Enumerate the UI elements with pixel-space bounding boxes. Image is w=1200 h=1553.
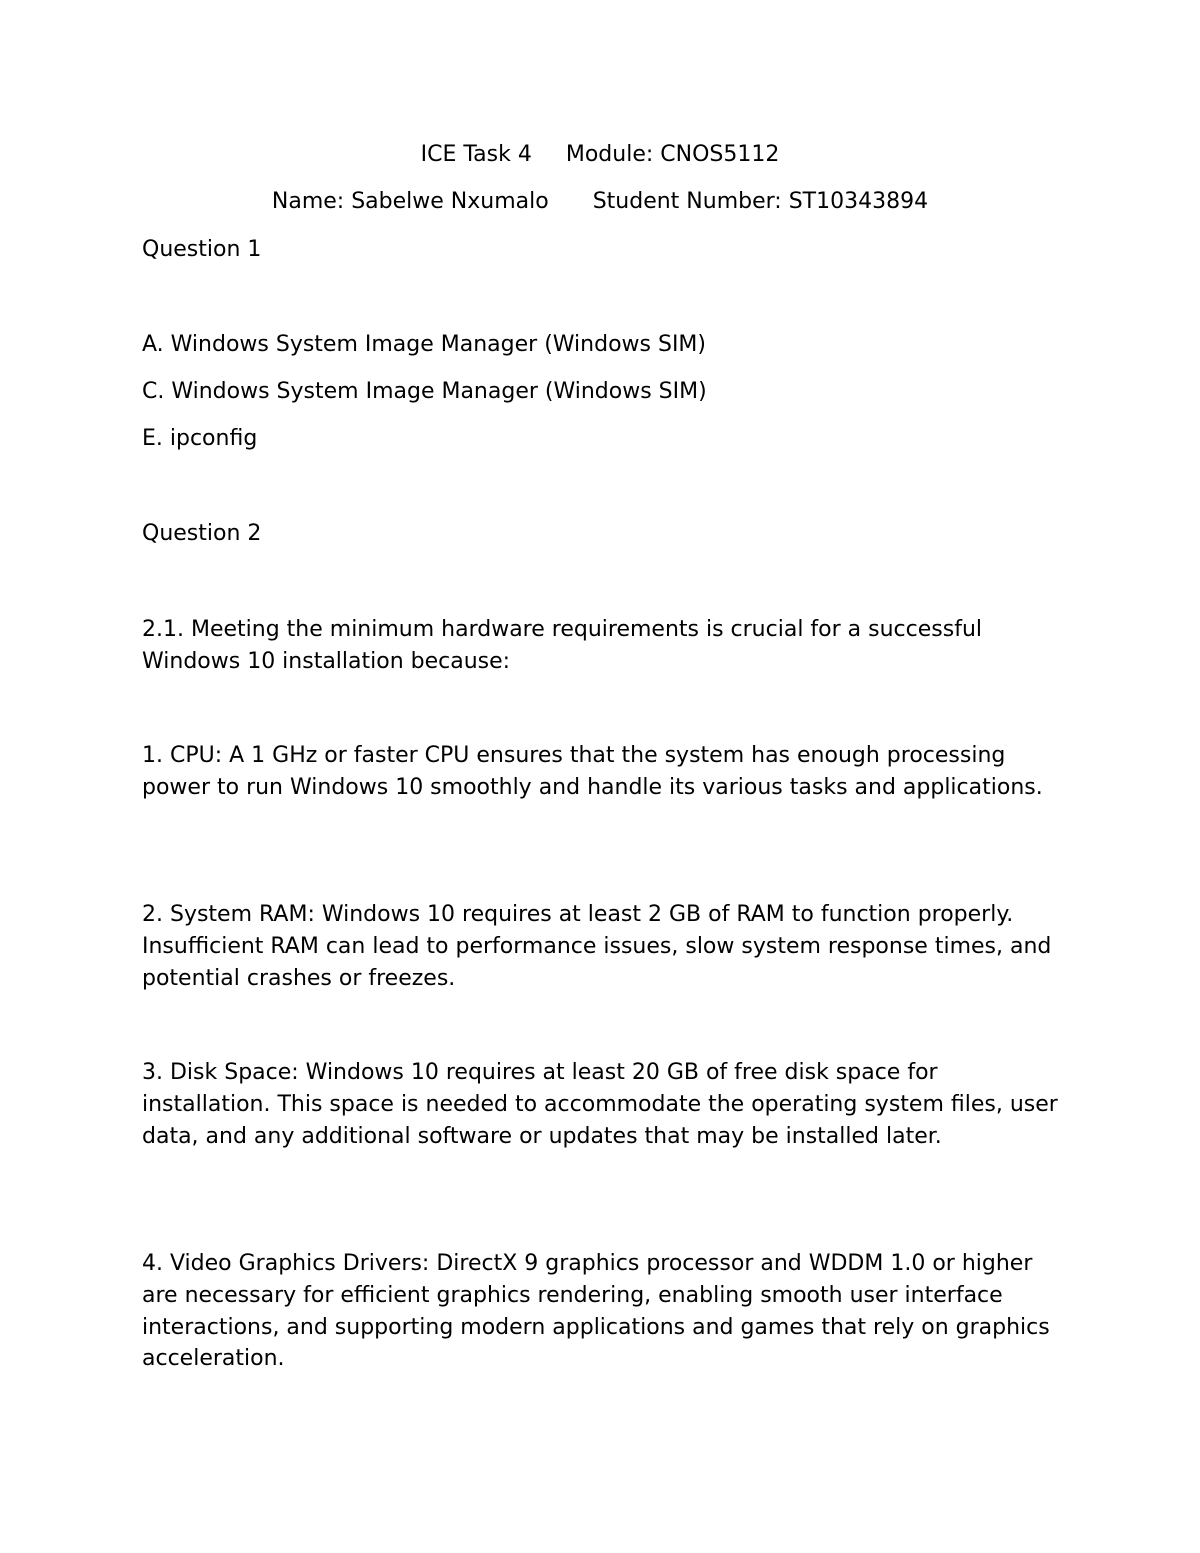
student-number: Student Number: ST10343894 [592, 189, 929, 214]
module-code: Module: CNOS5112 [565, 142, 780, 167]
question2-point-disk: 3. Disk Space: Windows 10 requires at least 20 GB of free disk space for installation. This space is needed to accommodate the operating system files, user data, and any additional software or updates that may be installed later. [142, 1060, 1058, 1149]
question1-heading: Question 1 [142, 237, 262, 262]
task-title: ICE Task 4 [420, 142, 532, 167]
header-task-line [0, 140, 1200, 170]
question1-answer-e: E. ipconfig [142, 426, 258, 451]
question2-heading: Question 2 [142, 521, 262, 546]
question2-point-graphics: 4. Video Graphics Drivers: DirectX 9 graphics processor and WDDM 1.0 or higher are necessary for efficient graphics rendering, enabling smooth user interface interactions, and supporting modern applications and games that rely on graphics acceleration. [142, 1251, 1050, 1372]
question2-intro: 2.1. Meeting the minimum hardware requirements is crucial for a successful Windows 10 installation because: [142, 617, 982, 674]
question1-answer-c: C. Windows System Image Manager (Windows SIM) [142, 379, 707, 404]
question2-point-cpu: 1. CPU: A 1 GHz or faster CPU ensures that the system has enough processing power to run Windows 10 smoothly and handle its various tasks and applications. [142, 743, 1043, 800]
header-student-line [0, 187, 1200, 217]
student-name: Name: Sabelwe Nxumalo [271, 189, 549, 214]
question1-answer-a: A. Windows System Image Manager (Windows SIM) [142, 332, 706, 357]
question2-point-ram: 2. System RAM: Windows 10 requires at least 2 GB of RAM to function properly. Insufficient RAM can lead to performance issues, slow system response times, and potential crashes or freezes. [142, 902, 1052, 991]
